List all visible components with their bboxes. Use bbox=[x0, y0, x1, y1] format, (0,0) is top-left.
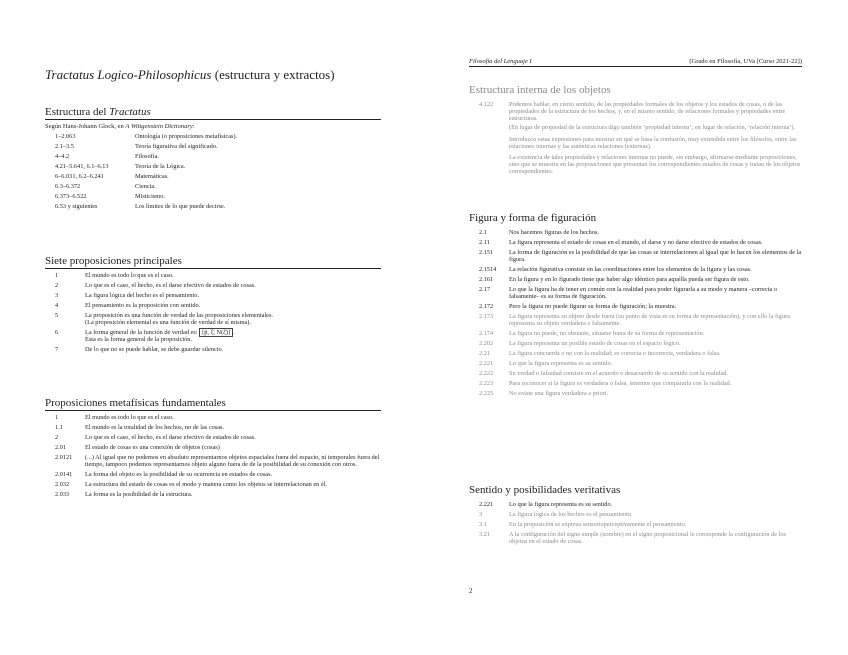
item-number: 4 bbox=[55, 301, 59, 309]
item-text bbox=[85, 491, 381, 498]
item-text bbox=[135, 203, 381, 210]
item-text bbox=[135, 163, 381, 170]
item-text-main: El mundo es todo lo que es el caso. bbox=[85, 413, 174, 421]
item-text-main: La figura lógica del hecho es el pensamiento. bbox=[85, 291, 199, 299]
item-text bbox=[509, 531, 802, 545]
item-number: 1 bbox=[55, 271, 59, 279]
item-text-main: La figura representa el estado de cosas en el mundo, el darse y no darse efectivo de estados de cosas. bbox=[509, 238, 763, 246]
list-item bbox=[45, 481, 381, 488]
list-item bbox=[469, 330, 802, 337]
list-item bbox=[45, 346, 381, 353]
list-item bbox=[469, 360, 802, 367]
list-item bbox=[45, 424, 381, 431]
list-item bbox=[45, 193, 381, 200]
item-text-main: Teoría de la Lógica. bbox=[135, 162, 186, 170]
item-number: 3 bbox=[479, 510, 483, 518]
internal-structure-paragraphs bbox=[469, 124, 802, 175]
item-number: 2.173 bbox=[479, 313, 494, 321]
item-number: 2.151 bbox=[479, 248, 494, 256]
item-text-secondary: Ésta es la forma general de la proposición. bbox=[85, 336, 193, 344]
item-text-main: La estructura del estado de cosas es el modo y manera como los objetos se interrelacionan en él. bbox=[85, 481, 327, 488]
list-item bbox=[45, 471, 381, 478]
section-heading: Estructura del Tractatus bbox=[45, 106, 381, 120]
item-text-main: El mundo es todo lo que es el caso. bbox=[85, 271, 174, 279]
item-text-main: A la configuración del signo simple (nombre) en el signo proposicional le corresponde la configuración de los objetos en el estado de cosas. bbox=[509, 530, 786, 545]
item-number: 2.223 bbox=[479, 380, 494, 388]
list-item bbox=[469, 239, 802, 246]
section-estructura-interna bbox=[469, 84, 802, 176]
page-number: 2 bbox=[469, 587, 473, 595]
item-text bbox=[85, 481, 381, 488]
item-number: 1–2.063 bbox=[55, 132, 76, 140]
item-text-main: La forma de figuración es la posibilidad de que las cosas se interrelacionen al igual que lo hacen los elementos de la figura. bbox=[509, 248, 802, 263]
item-number: 6 bbox=[55, 329, 59, 336]
item-text bbox=[85, 282, 381, 289]
item-number: 3 bbox=[55, 291, 59, 299]
list-item bbox=[45, 163, 381, 170]
item-text bbox=[135, 153, 381, 160]
list-item bbox=[469, 521, 802, 528]
item-number: 2.032 bbox=[55, 481, 70, 488]
item-number: 5 bbox=[55, 311, 59, 319]
item-text-main: Lo que la figura representa es su sentido. bbox=[509, 500, 613, 508]
item-text bbox=[509, 330, 802, 337]
document-title: Tractatus Logico-Philosophicus (estructura y extractos) bbox=[45, 67, 335, 82]
item-text-main: El estado de cosas es una conexión de objetos (cosas) bbox=[85, 443, 220, 451]
item-text-main: Nos hacemos figuras de los hechos. bbox=[509, 228, 599, 236]
sense-list bbox=[469, 501, 802, 545]
item-text bbox=[509, 511, 802, 518]
item-text bbox=[509, 239, 802, 246]
item-text-main: El pensamiento es la proposición con sentido. bbox=[85, 301, 201, 309]
item-text bbox=[509, 286, 802, 300]
item-text bbox=[135, 193, 381, 200]
list-item bbox=[45, 414, 381, 421]
item-number: 3.1 bbox=[479, 520, 487, 528]
item-number: 2.1–3.5 bbox=[55, 142, 74, 150]
item-number: 2.033 bbox=[55, 491, 70, 498]
item-text-main: Misticismo. bbox=[135, 192, 165, 200]
item-text bbox=[85, 329, 381, 343]
figure-list bbox=[469, 229, 802, 398]
item-text-main: Para reconocer si la figura es verdadera o falsa, tenemos que compararla con la realidad. bbox=[509, 380, 732, 388]
item-text-main: La forma es la posibilidad de la estructura. bbox=[85, 491, 193, 498]
item-text bbox=[509, 501, 802, 508]
list-item bbox=[469, 101, 802, 123]
item-text-main: La proposición es una función de verdad de las proposiciones elementales. bbox=[85, 311, 273, 319]
list-item bbox=[469, 276, 802, 283]
item-number: 2 bbox=[55, 281, 59, 289]
section-heading: Figura y forma de figuración bbox=[469, 212, 802, 226]
paragraph: La existencia de tales propiedades y relaciones internas no puede, sin embargo, afirmarse mediante proposiciones, sino que se muestra en las proposiciones que presentan los correspondientes estados de cosas y tratan de los objetos correspondientes. bbox=[509, 154, 801, 176]
item-text-main: Su verdad o falsedad consiste en el acuerdo o desacuerdo de su sentido con la realidad. bbox=[509, 370, 728, 378]
list-item bbox=[45, 203, 381, 210]
list-item bbox=[45, 282, 381, 289]
item-text bbox=[135, 183, 381, 190]
item-number: 2.174 bbox=[479, 330, 494, 338]
list-item bbox=[45, 183, 381, 190]
item-number: 2.1 bbox=[479, 228, 487, 236]
item-text-main: Matemáticas. bbox=[135, 172, 169, 180]
list-item bbox=[469, 249, 802, 263]
list-item bbox=[45, 292, 381, 299]
item-text-main: En la proposición se expresa sensorioperceptivamente el pensamiento. bbox=[509, 520, 687, 528]
item-text-main: La figura lógica de los hechos es el pensamiento. bbox=[509, 510, 633, 518]
item-text bbox=[85, 424, 381, 431]
item-number: 4.21–5.641, 6.1–6.13 bbox=[55, 162, 109, 170]
item-number: 2.1514 bbox=[479, 266, 497, 273]
item-number: 2.202 bbox=[479, 340, 494, 348]
item-text-main: Teoría figurativa del significado. bbox=[135, 142, 218, 150]
section-proposiciones bbox=[45, 397, 381, 498]
metaphysical-propositions-list bbox=[45, 414, 381, 498]
item-number: 1.1 bbox=[55, 423, 63, 431]
item-number: 2.01 bbox=[55, 443, 67, 451]
item-text bbox=[85, 272, 381, 279]
item-text bbox=[85, 471, 381, 478]
section-figura bbox=[469, 212, 802, 398]
item-text-main: El mundo es la totalidad de los hechos, no de las cosas. bbox=[85, 423, 225, 431]
item-text bbox=[509, 276, 802, 283]
list-item bbox=[45, 454, 381, 468]
item-text-secondary: (La proposición elemental es una función de verdad de sí misma). bbox=[85, 319, 251, 326]
item-number: 2 bbox=[55, 433, 59, 441]
list-item bbox=[469, 286, 802, 300]
list-item bbox=[45, 329, 381, 343]
section-heading: Proposiciones metafísicas fundamentales bbox=[45, 397, 381, 411]
item-text bbox=[135, 143, 381, 150]
list-item bbox=[469, 303, 802, 310]
item-text-main: Lo que es el caso, el hecho, es el darse efectivo de estados de cosas. bbox=[85, 433, 256, 441]
item-text bbox=[85, 302, 381, 309]
item-number: 4–4.2 bbox=[55, 152, 70, 160]
formula: [p̄, ξ̄, N(ξ̄)] bbox=[199, 328, 233, 337]
list-item bbox=[469, 313, 802, 327]
list-item bbox=[469, 229, 802, 236]
item-text-main: Pero la figura no puede figurar su forma de figuración; la muestra. bbox=[509, 303, 677, 311]
item-number: 6.373–6.522 bbox=[55, 192, 87, 200]
list-item bbox=[45, 143, 381, 150]
item-text-main: Ciencia. bbox=[135, 182, 156, 190]
item-number: 6–6.031, 6.2–6.241 bbox=[55, 172, 104, 180]
item-text-main: De lo que no se puede hablar, se debe guardar silencio. bbox=[85, 346, 224, 354]
item-number: 4.122 bbox=[479, 100, 494, 108]
item-text-main: No existe una figura verdadera a priori. bbox=[509, 390, 609, 398]
section-heading: Siete proposiciones principales bbox=[45, 255, 381, 269]
item-text-main: La forma general de la función de verdad es: bbox=[85, 329, 198, 336]
item-number: 6.53 y siguientes bbox=[55, 202, 98, 210]
item-text bbox=[509, 101, 802, 123]
item-number: 2.221 bbox=[479, 360, 494, 368]
list-item bbox=[469, 350, 802, 357]
section-heading: Estructura interna de los objetos bbox=[469, 84, 802, 98]
item-number: 2.21 bbox=[479, 350, 491, 358]
item-number: 2.161 bbox=[479, 276, 494, 283]
list-item bbox=[45, 133, 381, 140]
item-number: 1 bbox=[55, 413, 59, 421]
formula-suffix: . bbox=[233, 329, 235, 336]
item-text bbox=[509, 380, 802, 387]
item-text bbox=[85, 444, 381, 451]
item-text bbox=[509, 360, 802, 367]
section-sentido bbox=[469, 484, 802, 545]
list-item bbox=[469, 380, 802, 387]
item-number: 2.17 bbox=[479, 286, 491, 293]
item-number: 2.0141 bbox=[55, 471, 73, 478]
item-text-main: La figura no puede, no obstante, situarse fuera de su forma de representación. bbox=[509, 330, 705, 338]
list-item bbox=[45, 173, 381, 180]
item-text bbox=[135, 133, 381, 140]
list-item bbox=[45, 272, 381, 279]
item-text bbox=[509, 313, 802, 327]
item-text bbox=[85, 312, 381, 326]
item-text-main: La relación figurativa consiste en las coordinaciones entre los elementos de la figura y las cosas. bbox=[509, 266, 752, 273]
item-text-main: Filosofía. bbox=[135, 152, 159, 160]
item-text bbox=[509, 390, 802, 397]
list-item bbox=[45, 444, 381, 451]
item-text bbox=[135, 173, 381, 180]
item-text bbox=[509, 340, 802, 347]
item-text-main: Lo que la figura representa es su sentido. bbox=[509, 360, 613, 368]
item-text bbox=[509, 266, 802, 273]
item-text bbox=[509, 249, 802, 263]
list-item bbox=[469, 340, 802, 347]
list-item bbox=[469, 370, 802, 377]
internal-structure-list bbox=[469, 101, 802, 123]
section-heading: Sentido y posibilidades veritativas bbox=[469, 484, 802, 498]
section-siete bbox=[45, 255, 381, 353]
list-item bbox=[45, 312, 381, 326]
item-text-main: Podemos hablar, en cierto sentido, de las propiedades formales de los objetos y los estados de cosas, o de las propiedades de la estructura de los hechos, y, en el mismo sentido, de relaciones formales y propiedades entre estructuras. bbox=[509, 100, 786, 123]
list-item bbox=[45, 153, 381, 160]
item-number: 2.11 bbox=[479, 238, 490, 246]
list-item bbox=[469, 390, 802, 397]
list-item bbox=[469, 511, 802, 518]
item-text-main: Ontología (o proposiciones metafísicas). bbox=[135, 132, 238, 140]
seven-propositions-list bbox=[45, 272, 381, 354]
item-number: 2.0121 bbox=[55, 453, 73, 461]
list-item bbox=[45, 491, 381, 498]
item-text-main: Lo que la figura ha de tener en común con la realidad para poder figurarla a su modo y manera –correcta o falsamente– es su forma de figuración. bbox=[509, 286, 778, 301]
item-text bbox=[509, 303, 802, 310]
item-text bbox=[509, 350, 802, 357]
glock-note: Según Hans-Johann Glock, en A Wittgenstein Dictionary: bbox=[45, 123, 195, 130]
item-text-main: Lo que es el caso, el hecho, es el darse efectivo de estados de cosas. bbox=[85, 281, 256, 289]
item-text bbox=[509, 521, 802, 528]
item-number: 7 bbox=[55, 346, 59, 354]
paragraph: (En lugar de propiedad de la estructura digo también ‘propiedad interna’; en lugar de relación, ‘relación interna’). bbox=[509, 124, 796, 132]
item-number: 2.225 bbox=[479, 390, 494, 398]
list-item bbox=[45, 434, 381, 441]
item-text bbox=[85, 414, 381, 421]
list-item bbox=[469, 501, 802, 508]
item-number: 6.3–6.372 bbox=[55, 182, 81, 190]
running-header: Filosofía del Lenguaje I (Grado en Filosofía, UVa [Curso 2021-22]) bbox=[469, 58, 802, 65]
item-text-main: (...) Al igual que no podemos en absoluto representarnos objetos espaciales fuera del espacio, ni temporales fuera del tiempo, tampoco podemos representarnos objeto alguno fuera de de la posibilidad de su conexión con otros. bbox=[85, 453, 380, 468]
item-number: 2.221 bbox=[479, 500, 494, 508]
item-number: 3.21 bbox=[479, 530, 491, 538]
item-text-main: La forma del objeto es la posibilidad de su ocurrencia en estados de cosas. bbox=[85, 471, 273, 478]
item-text bbox=[85, 434, 381, 441]
item-text bbox=[509, 229, 802, 236]
item-text-main: La figura concuerda o no con la realidad; es correcta o incorrecta, verdadera o falsa. bbox=[509, 350, 721, 358]
list-item bbox=[469, 266, 802, 273]
item-number: 2.222 bbox=[479, 370, 494, 378]
item-text bbox=[85, 346, 381, 353]
section-estructura bbox=[45, 106, 381, 210]
item-text bbox=[85, 292, 381, 299]
item-number: 2.172 bbox=[479, 303, 494, 311]
item-text-main: En la figura y en lo figurado tiene que haber algo idéntico para aquélla pueda ser figura de esto. bbox=[509, 276, 750, 283]
item-text bbox=[85, 454, 381, 468]
paragraph: Introduzco estas expresiones para mostrar en qué se basa la confusión, muy extendida entre los filósofos, entre las relaciones internas y las auténticas relaciones (externas). bbox=[509, 135, 797, 150]
item-text bbox=[509, 370, 802, 377]
list-item bbox=[45, 302, 381, 309]
item-text-main: La figura representa su objeto desde fuera (su punto de vista es su forma de representación), y con ello la figura representa su objeto verdadera o falsamente. bbox=[509, 313, 790, 328]
item-text-main: La figura representa un posible estado de cosas en el espacio lógico. bbox=[509, 340, 681, 348]
list-item bbox=[469, 531, 802, 545]
item-text-main: Los límites de lo que puede decirse. bbox=[135, 202, 226, 210]
structure-list bbox=[45, 133, 381, 210]
